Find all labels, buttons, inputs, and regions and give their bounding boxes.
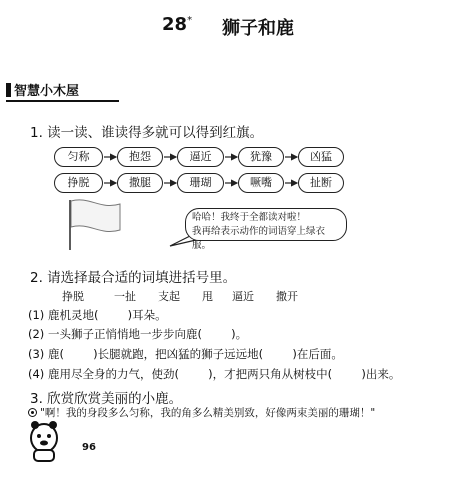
- flag-icon: [70, 200, 120, 250]
- word-bank-item: 逼近: [232, 290, 254, 303]
- word-bank-item: 支起: [158, 290, 180, 303]
- word-pill: 抱怨: [117, 147, 163, 167]
- q2-item-4: (4) 鹿用尽全身的力气，使劲( )，才把两只角从树枝中( )出来。: [28, 367, 401, 381]
- q2-item-3: (3) 鹿( )长腿就跑，把凶猛的狮子远远地( )在后面。: [28, 347, 343, 361]
- word-pill: 扯断: [298, 173, 344, 193]
- word-bank: [62, 288, 316, 304]
- q2-item-2: (2) 一头狮子正悄悄地一步步向鹿( )。: [28, 327, 248, 341]
- bullet-icon: [28, 408, 37, 417]
- word-pill: 逼近: [177, 147, 224, 167]
- word-pill: 挣脱: [54, 173, 103, 193]
- word-pill: 珊瑚: [177, 173, 224, 193]
- lesson-mark: *: [187, 15, 193, 26]
- q3-quote-row: [28, 405, 375, 420]
- lesson-title: 狮子和鹿: [222, 18, 294, 39]
- word-pill: 噘嘴: [238, 173, 284, 193]
- lesson-number: 28*: [162, 14, 193, 35]
- q2-item-1: (1) 鹿机灵地( )耳朵。: [28, 308, 167, 322]
- word-pill: 犹豫: [238, 147, 284, 167]
- q3-quote: "啊！我的身段多么匀称，我的角多么精美别致，好像两束美丽的珊瑚！": [40, 407, 376, 419]
- section-label: 智慧小木屋: [14, 84, 80, 99]
- word-pill: 匀称: [54, 147, 103, 167]
- word-pill: 凶猛: [298, 147, 344, 167]
- word-pill: 撒腿: [117, 173, 163, 193]
- speech-bubble: [185, 208, 347, 251]
- word-bank-item: 挣脱: [62, 290, 84, 303]
- q2-prompt: 2. 请选择最合适的词填进括号里。: [30, 270, 237, 286]
- speech-line-2: 我再给表示动作的词语穿上绿衣服。: [192, 226, 326, 251]
- page-number: 96: [82, 442, 96, 453]
- bear-mascot-icon: [31, 421, 57, 461]
- word-bank-item: 撒开: [276, 290, 298, 303]
- word-bank-item: 一扯: [114, 290, 136, 303]
- q3-prompt: 3. 欣赏欣赏美丽的小鹿。: [30, 391, 183, 407]
- word-bank-item: 甩: [202, 290, 213, 303]
- speech-line-1: 哈哈！我终于全都读对啦！: [192, 212, 307, 223]
- q1-prompt: 1. 读一读、谁读得多就可以得到红旗。: [30, 125, 264, 141]
